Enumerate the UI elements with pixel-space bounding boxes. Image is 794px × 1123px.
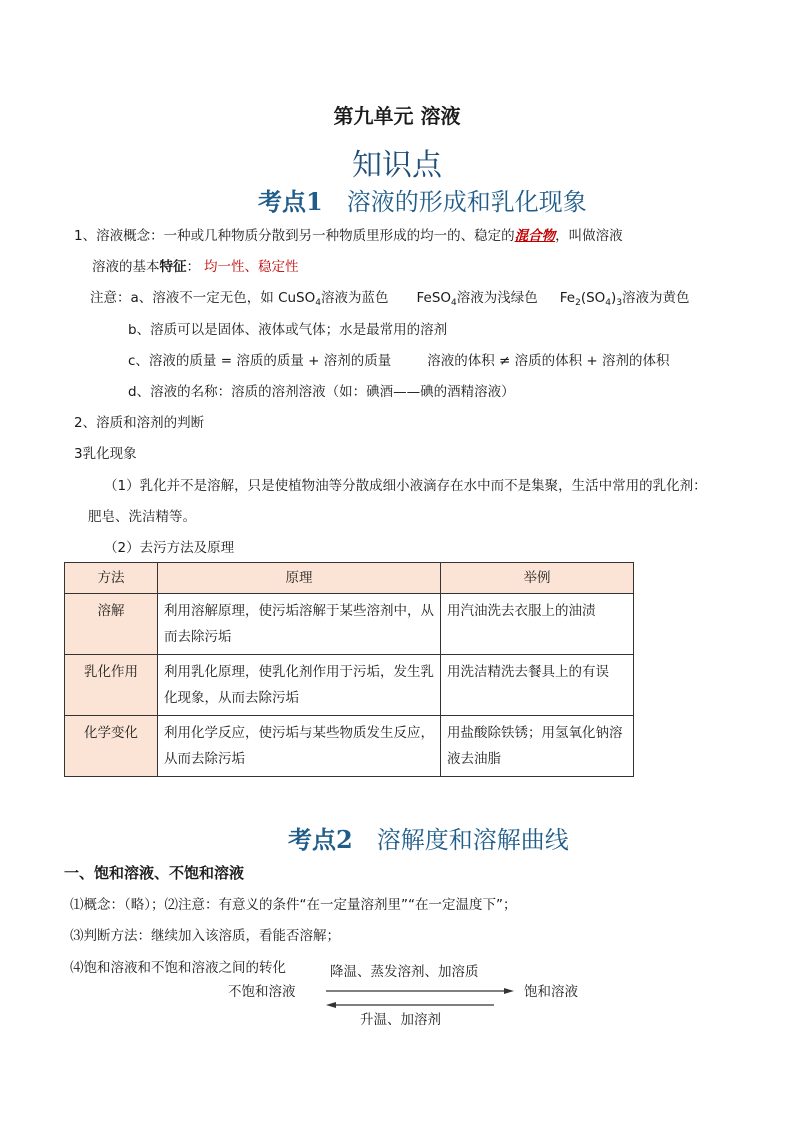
table-header: 举例: [441, 563, 634, 594]
note-a-fe2-b: (SO: [580, 290, 606, 306]
kp2-title: 溶解度和溶解曲线: [376, 826, 569, 854]
note-b: b、溶质可以是固体、液体或气体；水是最常用的溶剂: [128, 322, 448, 338]
reverse-arrowhead-icon: [326, 1002, 336, 1008]
conversion-top-label: 降温、蒸发溶剂、加溶质: [330, 964, 479, 980]
forward-arrowhead-icon: [504, 988, 514, 994]
note-c: [128, 351, 670, 371]
table-row: [65, 716, 634, 777]
emulsification-2: （2）去污方法及原理: [104, 540, 235, 556]
definition-suffix: ，叫做溶液: [555, 228, 623, 244]
note-a-fe2: Fe: [559, 290, 576, 306]
table-cell-example: 用汽油洗去衣服上的油渍: [441, 594, 634, 655]
definition-text: 1、溶液概念：一种或几种物质分散到另一种物质里形成的均一的、稳定的: [74, 228, 515, 244]
feature-label-bold: 特征: [159, 259, 187, 275]
note-a-fe2-sub1: 2: [575, 298, 581, 308]
kp2-heading: [288, 820, 569, 855]
note-a-fe2-sub3: 3: [616, 298, 623, 308]
feature-value: 均一性、稳定性: [204, 259, 299, 275]
feature-label: 溶液的基本: [92, 259, 160, 275]
note-a-sub: 4: [315, 298, 321, 308]
note-a: [90, 288, 690, 313]
table-cell-method: 溶解: [65, 594, 158, 655]
table-cell-principle: 利用溶解原理，使污垢溶解于某些溶剂中，从而去除污垢: [158, 594, 441, 655]
table-cell-principle: 利用化学反应，使污垢与某些物质发生反应，从而去除污垢: [158, 716, 441, 777]
kp2-number: 考点2: [288, 825, 353, 854]
table-header: 方法: [65, 563, 158, 594]
note-a-fe2-sub2: 4: [605, 298, 612, 308]
note-a-cu-tail: 溶液为蓝色: [320, 290, 389, 306]
note-d: d、溶液的名称：溶质的溶剂溶液（如：碘酒——碘的酒精溶液）: [128, 384, 515, 400]
table-header-row: [65, 563, 634, 594]
note-a-fe1-sub: 4: [451, 298, 457, 308]
note-a-text: 注意：a、溶液不一定无色，如 CuSO: [90, 290, 316, 306]
table-cell-method: 化学变化: [65, 716, 158, 777]
kp1-heading: [258, 182, 587, 217]
emulsification-1: （1）乳化并不是溶解，只是使植物油等分散成细小液滴存在水中而不是集聚，生活中常用的乳化剂：: [104, 478, 707, 494]
section-heading: 一、饱和溶液、不饱和溶液: [64, 864, 245, 882]
conversion-bottom-label: 升温、加溶剂: [360, 1012, 441, 1028]
judge-method-line: ⑶判断方法：继续加入该溶质，看能否溶解；: [70, 928, 340, 944]
kp1-number: 考点1: [258, 187, 323, 216]
concept-line: ⑴概念：（略）；⑵注意：有意义的条件“在一定量溶剂里”“在一定温度下”；: [70, 897, 517, 913]
conversion-left-label: 不饱和溶液: [228, 984, 296, 1000]
conversion-right-label: 饱和溶液: [524, 984, 578, 1000]
note-c-mass: c、溶液的质量 = 溶质的质量 + 溶剂的质量: [128, 353, 392, 369]
note-a-fe1-tail: 溶液为浅绿色: [456, 290, 538, 306]
feature-colon: ：: [186, 259, 200, 275]
item-3: 3乳化现象: [74, 446, 137, 462]
table-header: 原理: [158, 563, 441, 594]
decontamination-table: [64, 562, 634, 777]
unit-title: 第九单元 溶液: [333, 104, 461, 128]
table-cell-method: 乳化作用: [65, 655, 158, 716]
conversion-line: ⑷饱和溶液和不饱和溶液之间的转化: [70, 960, 286, 976]
solution-definition: [74, 226, 623, 246]
table-cell-principle: 利用乳化原理，使乳化剂作用于污垢，发生乳化现象，从而去除污垢: [158, 655, 441, 716]
table-row: [65, 594, 634, 655]
basic-feature: [92, 257, 299, 277]
definition-keyword: 混合物: [514, 228, 556, 244]
table-row: [65, 655, 634, 716]
main-title: 知识点: [352, 148, 442, 183]
kp1-title: 溶液的形成和乳化现象: [346, 188, 587, 216]
table-cell-example: 用洗洁精洗去餐具上的有误: [441, 655, 634, 716]
note-c-volume: 溶液的体积 ≠ 溶质的体积 + 溶剂的体积: [427, 353, 670, 369]
conversion-arrows: [320, 988, 520, 1010]
emulsification-1b: 肥皂、洗洁精等。: [88, 509, 196, 525]
note-a-fe2-c: ): [611, 290, 617, 306]
table-cell-example: 用盐酸除铁锈；用氢氧化钠溶液去油脂: [441, 716, 634, 777]
note-a-fe2-tail: 溶液为黄色: [622, 290, 690, 306]
item-2: 2、溶质和溶剂的判断: [74, 415, 205, 431]
note-a-fe1: FeSO: [416, 290, 452, 306]
